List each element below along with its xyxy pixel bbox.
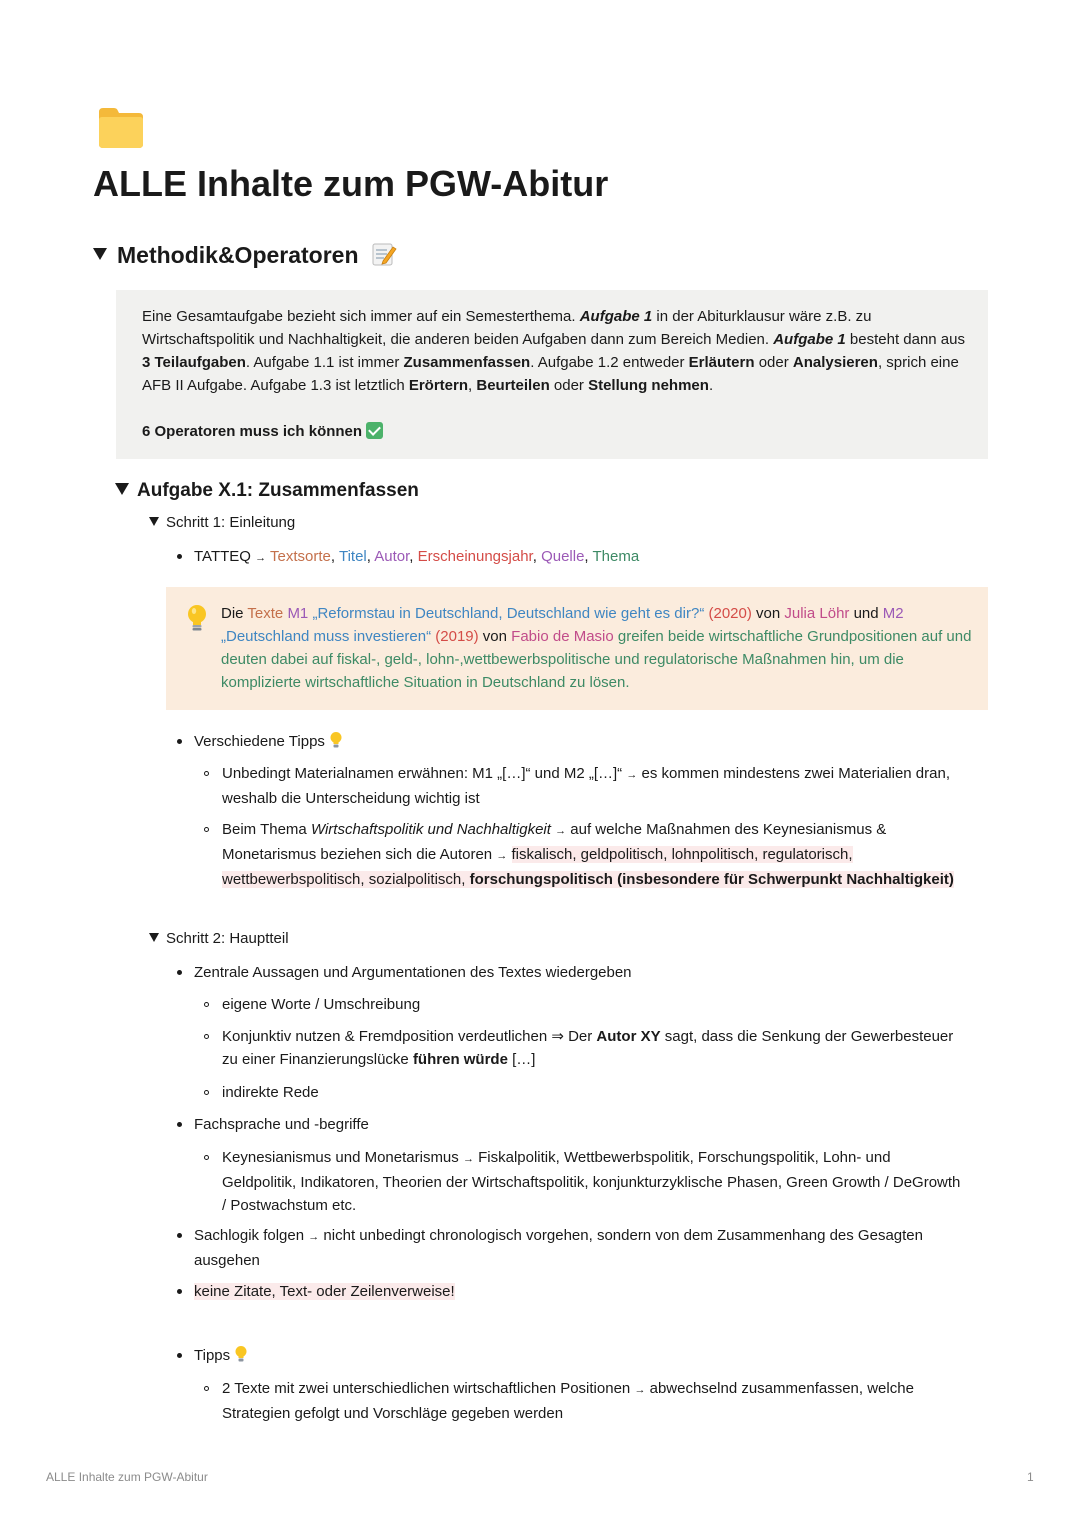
text-run: abwechselnd zusammenfassen, welche (649, 1380, 914, 1397)
text-run: besteht dann aus (845, 331, 965, 348)
arrow-icon: → (496, 850, 508, 862)
bullet (177, 739, 182, 744)
sub-bullet (204, 827, 209, 832)
text-run: 6 Operatoren muss ich können (142, 423, 363, 440)
tatteq-term: Autor (374, 548, 410, 565)
arrow-icon: → (555, 825, 567, 837)
text-run: Julia Löhr (784, 605, 850, 622)
text-run: 2 Texte mit zwei unterschiedlichen wirtschaftlichen Positionen (222, 1380, 631, 1397)
text-run: . (708, 377, 714, 394)
text-run: Texte (247, 605, 284, 622)
text-run: nicht unbedingt chronologisch vorgehen, sondern von dem Zusammenhang des Gesagten (323, 1227, 923, 1244)
tatteq-term: Quelle (541, 548, 585, 565)
text-run: oder (549, 377, 589, 394)
bullet (177, 1353, 182, 1358)
text-run: Wirtschaftspolitik und Nachhaltigkeit (310, 821, 551, 838)
text-run: Sachlogik folgen (194, 1227, 305, 1244)
text-run: (2019) (431, 628, 479, 645)
text-run: Konjunktiv nutzen & Fremdposition verdeutlichen ⇒ Der (222, 1028, 597, 1045)
separator: , (584, 548, 593, 565)
text-line: Beim Thema Wirtschaftspolitik und Nachhaltigkeit → auf welche Maßnahmen des Keynesianismus & (222, 821, 887, 838)
text-run: Beim Thema (222, 821, 311, 838)
text-run: . Aufgabe 1.1 ist immer (245, 354, 404, 371)
toggle-schritt-2[interactable] (149, 930, 289, 947)
bullet (177, 970, 182, 975)
list-item-tipps (194, 1344, 248, 1367)
text-run: , sprich eine AFB II Aufgabe. Aufgabe 1.3 ist letztlich (142, 354, 959, 394)
info-callout (116, 290, 988, 459)
text-line (222, 1025, 992, 1048)
text-line (194, 1224, 984, 1249)
text-run: zu einer Finanzierungslücke (222, 1051, 413, 1068)
text-run: Stellung nehmen (588, 377, 709, 394)
text-run: führen würde (412, 1051, 508, 1068)
arrow-icon: → (308, 1231, 320, 1243)
text-run: 3 Teilaufgaben (142, 354, 246, 371)
list-item-tip-2 (222, 818, 992, 891)
text-run: TATTEQ (194, 548, 251, 565)
section-heading: Methodik&Operatoren (117, 242, 359, 268)
bullet (177, 1233, 182, 1238)
text-line: Strategien gefolgt und Vorschläge gegeben werden (222, 1405, 564, 1422)
folder-icon (96, 104, 146, 150)
text-run: M1 (287, 605, 309, 622)
arrow-icon: → (634, 1384, 646, 1396)
text-run: Analysieren (792, 354, 878, 371)
separator: , (532, 548, 542, 565)
sub-bullet (204, 1002, 209, 1007)
text-run: Erörtern (408, 377, 469, 394)
text-run: Die (221, 605, 248, 622)
text-run: Erläutern (688, 354, 755, 371)
text-run: […] (507, 1051, 536, 1068)
footer-doc-title: ALLE Inhalte zum PGW-Abitur (46, 1470, 208, 1484)
separator: , (330, 548, 339, 565)
text-run: Aufgabe 1 (773, 331, 846, 348)
toggle-methodik[interactable] (93, 241, 397, 269)
tatteq-term: Erscheinungsjahr (417, 548, 533, 565)
light-bulb-icon (329, 731, 343, 749)
footer-page-number: 1 (1027, 1470, 1034, 1484)
text-line: ausgehen (194, 1252, 260, 1269)
text-line (222, 1377, 992, 1402)
list-item: Fachsprache und -begriffe (194, 1116, 369, 1133)
page-title: ALLE Inhalte zum PGW-Abitur (93, 163, 609, 204)
text-run: „Reformstau in Deutschland, Deutschland wie geht es dir?“ (308, 605, 705, 622)
text-run: Fabio de Masio (511, 628, 614, 645)
text-run: , (468, 377, 477, 394)
tatteq-term: Titel (338, 548, 367, 565)
separator: , (366, 548, 375, 565)
text-run: Eine Gesamtaufgabe bezieht sich immer auf ein Semesterthema. (142, 308, 580, 325)
sub-bullet (204, 1034, 209, 1039)
list-item-tip-1 (222, 762, 992, 810)
list-item: Zentrale Aussagen und Argumentationen des Textes wiedergeben (194, 964, 632, 981)
operators-note (142, 420, 968, 443)
text-run: (2020) (704, 605, 752, 622)
sub-bullet (204, 1090, 209, 1095)
list-item-two-texts (222, 1377, 992, 1425)
toggle-triangle-icon (149, 933, 159, 942)
list-item-konjunktiv (222, 1025, 992, 1071)
toggle-triangle-icon (93, 248, 107, 260)
bullet (177, 554, 182, 559)
text-run: Tipps (194, 1347, 231, 1364)
bullet (177, 1289, 182, 1294)
text-run: Zusammenfassen (403, 354, 531, 371)
text-line: Geldpolitik, Indikatoren, Theorien der Wirtschaftspolitik, konjunkturzyklische Phasen, Green Growth / DeGrowth (222, 1174, 961, 1191)
tatteq-term: Thema (592, 548, 640, 565)
text-run: Keynesianismus und Monetarismus (222, 1149, 459, 1166)
text-run: Fiskalpolitik, Wettbewerbspolitik, Forschungspolitik, Lohn- und (478, 1149, 891, 1166)
text-run: von (751, 605, 785, 622)
highlighted-text: keine Zitate, Text- oder Zeilenverweise! (194, 1283, 455, 1300)
text-run: greifen beide wirtschaftliche Grundpositionen auf und deuten dabei auf fiskal-, geld-, lohn-,wettbewerbspolitische und regulatorische Maßnahmen hin, um die komplizierte wirtschaftliche Situation in Deutschland zu lösen. (221, 628, 972, 691)
callout-paragraph (142, 305, 968, 397)
arrow-icon: → (626, 769, 638, 781)
text-line: Monetarismus beziehen sich die Autoren → fiskalisch, geldpolitisch, lohnpolitisch, regulatorisch, (222, 846, 853, 863)
text-run: in der Abiturklausur wäre z.B. zu Wirtschaftspolitik und Nachhaltigkeit, die anderen beiden Aufgaben dann zum Bereich Medien. (142, 308, 872, 348)
text-run: sagt, dass die Senkung der Gewerbesteuer (660, 1028, 954, 1045)
text-run: „Deutschland muss investieren“ (221, 628, 432, 645)
text-run: und (849, 605, 883, 622)
text-line (222, 868, 992, 891)
sub-bullet (204, 1155, 209, 1160)
arrow-icon: → (462, 1153, 474, 1165)
arrow-icon: → (255, 552, 267, 564)
highlighted-text: fiskalisch, geldpolitisch, lohnpolitisch, regulatorisch, (511, 846, 853, 863)
light-bulb-icon (185, 603, 209, 633)
highlighted-text: wettbewerbspolitisch, sozialpolitisch, (222, 871, 470, 888)
highlighted-text: forschungspolitisch (insbesondere für Schwerpunkt Nachhaltigkeit) (469, 871, 954, 888)
list-item-no-quotes (194, 1280, 455, 1303)
text-line: / Postwachstum etc. (222, 1197, 357, 1214)
sub-bullet (204, 1386, 209, 1391)
list-item: indirekte Rede (222, 1084, 319, 1101)
example-paragraph (221, 602, 973, 694)
toggle-zusammenfassen[interactable] (115, 480, 419, 502)
toggle-triangle-icon (149, 517, 159, 526)
text-run: es kommen mindestens zwei Materialien dran, weshalb die Unterscheidung wichtig ist (222, 765, 950, 807)
check-mark-icon (366, 422, 383, 439)
toggle-schritt-1[interactable] (149, 514, 295, 531)
list-item-keynesianismus (222, 1146, 992, 1217)
text-run: . Aufgabe 1.2 entweder (530, 354, 689, 371)
text-run: Unbedingt Materialnamen erwähnen: M1 „[…]“ und M2 „[…]“ (222, 765, 623, 782)
memo-icon (371, 241, 397, 267)
list-item-tatteq (194, 545, 639, 570)
text-run: oder (754, 354, 793, 371)
light-bulb-icon (234, 1345, 248, 1363)
toggle-triangle-icon (115, 483, 129, 495)
text-line (222, 1048, 992, 1071)
step-label: Schritt 1: Einleitung (166, 514, 296, 531)
text-run: Verschiedene Tipps (194, 733, 325, 750)
list-item-sachlogik (194, 1224, 984, 1272)
subsection-heading: Aufgabe X.1: Zusammenfassen (137, 480, 419, 501)
example-callout (166, 587, 988, 710)
bullet (177, 1122, 182, 1127)
separator: , (409, 548, 418, 565)
text-run: Beurteilen (476, 377, 550, 394)
text-run: M2 (882, 605, 904, 622)
list-item: eigene Worte / Umschreibung (222, 996, 421, 1013)
tatteq-term: Textsorte (270, 548, 331, 565)
text-line (222, 1146, 992, 1171)
sub-bullet (204, 771, 209, 776)
text-run: von (478, 628, 512, 645)
text-run: Autor XY (596, 1028, 661, 1045)
step-label: Schritt 2: Hauptteil (166, 930, 289, 947)
list-item-tips (194, 730, 343, 753)
text-run: Aufgabe 1 (579, 308, 653, 325)
